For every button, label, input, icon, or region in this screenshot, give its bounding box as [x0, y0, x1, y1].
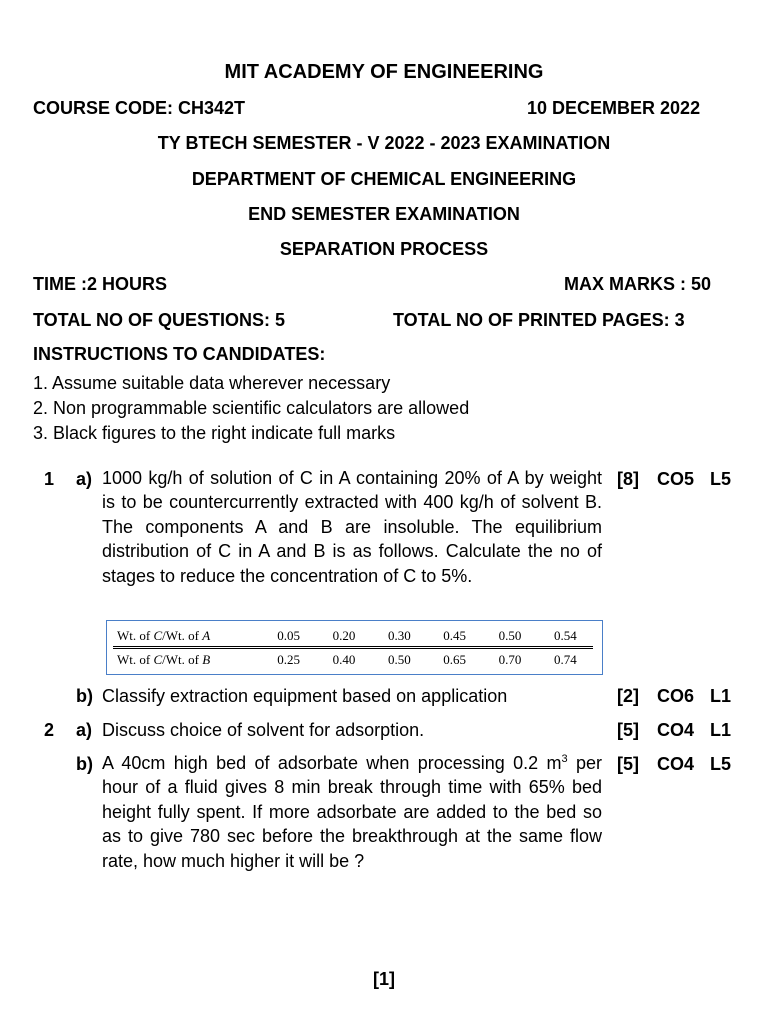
table-cell: 0.54	[538, 625, 593, 648]
department-line: DEPARTMENT OF CHEMICAL ENGINEERING	[191, 169, 577, 189]
page-number: [1]	[373, 969, 395, 989]
total-pages: TOTAL NO OF PRINTED PAGES: 3	[393, 310, 685, 330]
table-row	[113, 625, 593, 648]
course-code: COURSE CODE: CH342T	[33, 98, 246, 118]
equilibrium-table	[113, 625, 593, 670]
instruction-item: 2. Non programmable scientific calculators are allowed	[33, 398, 470, 418]
table-cell: 0.45	[427, 625, 482, 648]
instruction-item: 3. Black figures to the right indicate full marks	[33, 423, 396, 443]
time-allowed: TIME :2 HOURS	[33, 274, 168, 294]
question-number: 1	[44, 469, 55, 489]
table-cell: 0.50	[387, 651, 411, 667]
course-outcome: CO4	[657, 720, 695, 740]
table-cell: 0.25	[277, 651, 301, 667]
table-cell: 0.70	[498, 651, 522, 667]
question-marks: [5]	[617, 720, 639, 740]
question-text-part: per hour of a fluid gives 8 min break through time with 65% bed height fully spent. If more adsorbate are added to the bed so as to give 780 sec before the breakthrough at the same flow rate, how much higher it will be ?	[102, 753, 602, 871]
question-marks: [2]	[617, 686, 639, 706]
question-part-label: b)	[76, 754, 93, 774]
question-part-label: a)	[76, 469, 93, 489]
table-row-label: Wt. of C/Wt. of A	[113, 625, 261, 648]
question-text: Classify extraction equipment based on application	[102, 686, 508, 706]
bloom-level: L5	[710, 754, 732, 774]
superscript: 3	[561, 753, 568, 765]
question-marks: [8]	[617, 469, 639, 489]
question-text: Discuss choice of solvent for adsorption.	[102, 720, 425, 740]
max-marks: MAX MARKS : 50	[564, 274, 712, 294]
table-row	[113, 648, 593, 671]
bloom-level: L5	[710, 469, 732, 489]
equilibrium-table-frame	[106, 620, 603, 675]
table-cell: 0.50	[482, 625, 537, 648]
question-number: 2	[44, 720, 55, 740]
course-outcome: CO4	[657, 754, 695, 774]
course-outcome: CO5	[657, 469, 695, 489]
question-text-part: A 40cm high bed of adsorbate when processing 0.2 m	[102, 753, 562, 773]
institute-name: MIT ACADEMY OF ENGINEERING	[224, 61, 544, 83]
bloom-level: L1	[710, 686, 732, 706]
bloom-level: L1	[710, 720, 732, 740]
table-row-label: Wt. of C/Wt. of B	[117, 651, 211, 667]
semester-line: TY BTECH SEMESTER - V 2022 - 2023 EXAMINATION	[157, 133, 611, 153]
table-cell: 0.74	[553, 651, 577, 667]
table-cell: 0.05	[261, 625, 316, 648]
instruction-item: 1. Assume suitable data wherever necessary	[33, 373, 391, 393]
question-text: 1000 kg/h of solution of C in A containing 20% of A by weight is to be countercurrently extracted with 400 kg/h of solvent B. The components A and B are insoluble. The equilibrium distribution of C in A and B is as follows. Calculate the no of stages to reduce the concentration of C to 5%.	[102, 468, 602, 586]
instructions-heading: INSTRUCTIONS TO CANDIDATES:	[33, 344, 326, 364]
table-cell: 0.40	[332, 651, 356, 667]
question-part-label: a)	[76, 720, 93, 740]
question-part-label: b)	[76, 686, 93, 706]
course-outcome: CO6	[657, 686, 695, 706]
question-marks: [5]	[617, 754, 639, 774]
exam-type-line: END SEMESTER EXAMINATION	[248, 204, 520, 224]
table-cell: 0.20	[316, 625, 371, 648]
question-text	[102, 751, 602, 873]
subject-line: SEPARATION PROCESS	[279, 239, 489, 259]
exam-date: 10 DECEMBER 2022	[527, 98, 701, 118]
table-cell: 0.65	[443, 651, 467, 667]
total-questions: TOTAL NO OF QUESTIONS: 5	[33, 310, 286, 330]
table-cell: 0.30	[372, 625, 427, 648]
